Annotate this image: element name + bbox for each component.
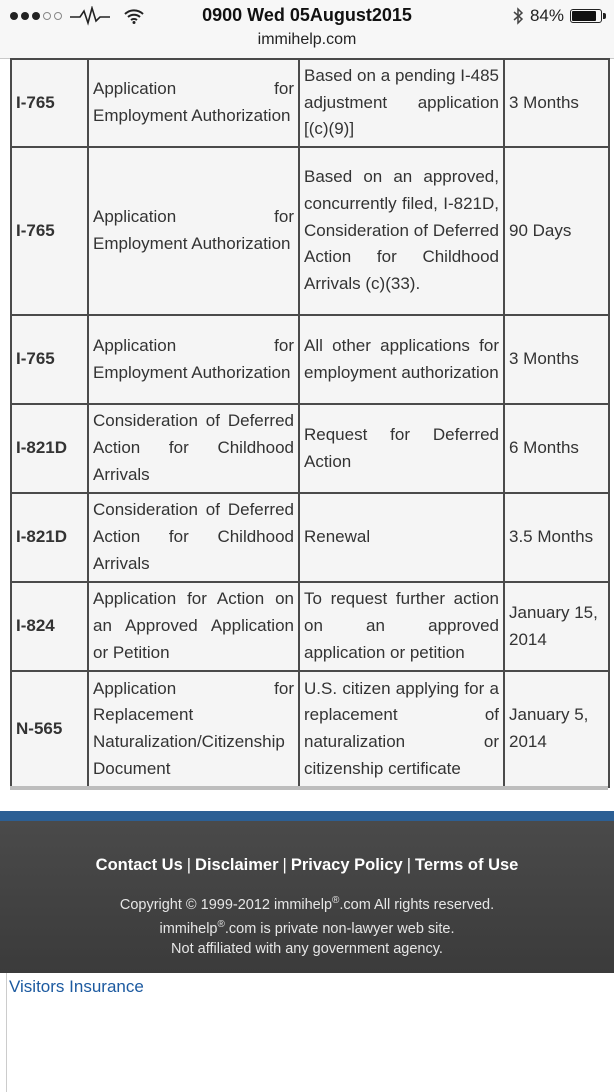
- table-row: [11, 147, 609, 315]
- table-row: [11, 493, 609, 582]
- table-row: [11, 404, 609, 493]
- form-description: Based on an approved, concurrently filed, I-821D, Consideration of Deferred Action for Childhood Arrivals (c)(33).: [299, 147, 504, 315]
- bluetooth-icon: [512, 7, 524, 25]
- processing-times-table: [10, 58, 608, 788]
- contact-us-link[interactable]: Contact Us: [95, 856, 183, 874]
- link-separator: |: [186, 856, 192, 874]
- table-row: [11, 582, 609, 671]
- form-title: Consideration of Deferred Action for Childhood Arrivals: [88, 404, 299, 493]
- form-title: Application for Employment Authorization: [88, 59, 299, 147]
- table-shadow: [10, 786, 608, 790]
- processing-time: 90 Days: [504, 147, 609, 315]
- battery-icon: [570, 9, 602, 23]
- form-number: I-765: [11, 315, 88, 404]
- form-number: I-765: [11, 59, 88, 147]
- processing-time: January 5, 2014: [504, 671, 609, 787]
- status-right: [512, 6, 602, 26]
- page-url[interactable]: immihelp.com: [257, 31, 357, 48]
- affiliation-text: Not affiliated with any government agency.: [171, 941, 443, 957]
- table-row: [11, 59, 609, 147]
- form-number: N-565: [11, 671, 88, 787]
- footer-links: [0, 856, 614, 875]
- form-number: I-765: [11, 147, 88, 315]
- table-row: [11, 671, 609, 787]
- disclaimer-link[interactable]: Disclaimer: [195, 856, 279, 874]
- table-row: [11, 315, 609, 404]
- form-description: Renewal: [299, 493, 504, 582]
- link-separator: |: [282, 856, 287, 874]
- copyright-text: Copyright © 1999-2012 immihelp®.com All rights reserved.: [119, 895, 495, 913]
- battery-fill: [572, 11, 596, 21]
- battery-percent: 84%: [529, 6, 564, 25]
- form-number: I-821D: [11, 493, 88, 582]
- terms-of-use-link[interactable]: Terms of Use: [415, 856, 519, 874]
- processing-time: 3 Months: [504, 315, 609, 404]
- processing-time: 3 Months: [504, 59, 609, 147]
- link-separator: |: [406, 856, 412, 874]
- privacy-policy-link[interactable]: Privacy Policy: [290, 856, 403, 874]
- form-title: Application for Action on an Approved Application or Petition: [88, 582, 299, 671]
- processing-time: 6 Months: [504, 404, 609, 493]
- form-title: Consideration of Deferred Action for Childhood Arrivals: [88, 493, 299, 582]
- status-bar: [0, 0, 614, 59]
- form-description: All other applications for employment authorization: [299, 315, 504, 404]
- form-number: I-824: [11, 582, 88, 671]
- processing-time: 3.5 Months: [504, 493, 609, 582]
- form-title: Application for Replacement Naturalization/Citizenship Document: [88, 671, 299, 787]
- form-title: Application for Employment Authorization: [88, 147, 299, 315]
- form-title: Application for Employment Authorization: [88, 315, 299, 404]
- form-number: I-821D: [11, 404, 88, 493]
- form-description: U.S. citizen applying for a replacement of naturalization or citizenship certificate: [299, 671, 504, 787]
- processing-time: January 15, 2014: [504, 582, 609, 671]
- form-description: To request further action on an approved application or petition: [299, 582, 504, 671]
- disclaimer-text: immihelp®.com is private non-lawyer web site.: [159, 919, 455, 937]
- form-description: Request for Deferred Action: [299, 404, 504, 493]
- form-description: Based on a pending I-485 adjustment application [(c)(9)]: [299, 59, 504, 147]
- ad-area: [6, 973, 614, 1092]
- visitors-insurance-link[interactable]: Visitors Insurance: [9, 977, 144, 996]
- status-time: 0900 Wed 05August2015: [202, 5, 412, 25]
- site-footer: [0, 811, 614, 973]
